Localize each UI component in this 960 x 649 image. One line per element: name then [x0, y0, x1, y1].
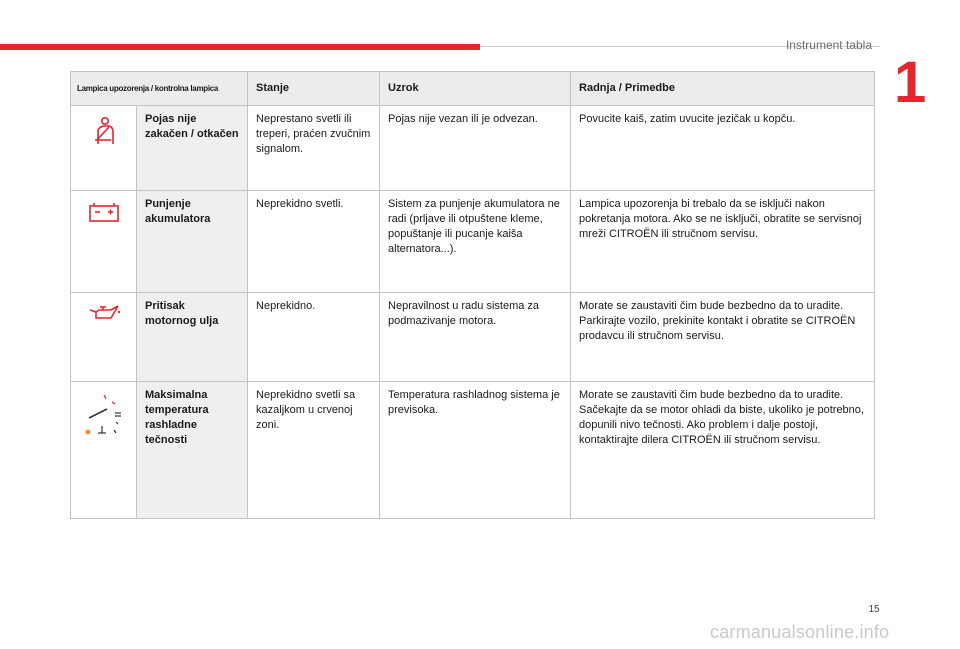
- radnja-cell: Lampica upozorenja bi trebalo da se isključi nakon pokretanja motora. Ako se ne isključi, obratite se servisnoj mreži CITROËN ili stručnom servisu.: [571, 191, 875, 293]
- stanje-cell: Neprestano svetli ili treperi, praćen zvučnim signalom.: [248, 106, 380, 191]
- stanje-cell: Neprekidno.: [248, 293, 380, 382]
- uzrok-cell: Pojas nije vezan ili je odvezan.: [380, 106, 571, 191]
- uzrok-cell: Nepravilnost u radu sistema za podmazivanje motora.: [380, 293, 571, 382]
- col-header-radnja: Radnja / Primedbe: [571, 72, 875, 106]
- battery-icon: [71, 201, 136, 223]
- coolant-temperature-icon: [71, 392, 136, 440]
- col-header-stanje: Stanje: [248, 72, 380, 106]
- uzrok-cell: Sistem za punjenje akumulatora ne radi (prljave ili otpuštene kleme, popuštanje ili pucanje kaiša alternatora...).: [380, 191, 571, 293]
- table-row: [71, 191, 875, 293]
- table-row: [71, 293, 875, 382]
- warning-lights-table: [70, 71, 875, 519]
- col-header-uzrok: Uzrok: [380, 72, 571, 106]
- uzrok-cell: Temperatura rashladnog sistema je previsoka.: [380, 382, 571, 519]
- stanje-cell: Neprekidno svetli sa kazaljkom u crvenoj zoni.: [248, 382, 380, 519]
- col-header-lampica: Lampica upozorenja / kontrolna lampica: [71, 72, 248, 106]
- section-title: Instrument tabla: [785, 38, 872, 52]
- stanje-cell: Neprekidno svetli.: [248, 191, 380, 293]
- table-row: [71, 106, 875, 191]
- page-number: 15: [868, 604, 880, 615]
- warning-name: Pojas nije zakačen / otkačen: [137, 106, 248, 191]
- table-row: [71, 382, 875, 519]
- icon-cell: [71, 191, 137, 293]
- seatbelt-icon: [71, 116, 136, 148]
- radnja-cell: Morate se zaustaviti čim bude bezbedno da to uradite. Parkirajte vozilo, prekinite kontakt i obratite se CITROËN prodavcu ili stručnom servisu.: [571, 293, 875, 382]
- table-header-row: [71, 72, 875, 106]
- radnja-cell: Povucite kaiš, zatim uvucite jezičak u kopču.: [571, 106, 875, 191]
- chapter-number: 1: [894, 50, 927, 115]
- icon-cell: [71, 106, 137, 191]
- oil-can-icon: [71, 303, 136, 323]
- watermark: carmanualsonline.info: [710, 622, 890, 642]
- header-red-bar: [0, 44, 480, 50]
- warning-name: Maksimalna temperatura rashladne tečnosti: [137, 382, 248, 519]
- warning-name: Punjenje akumulatora: [137, 191, 248, 293]
- icon-cell: [71, 293, 137, 382]
- radnja-cell: Morate se zaustaviti čim bude bezbedno da to uradite. Sačekajte da se motor ohladi da biste, ukoliko je potrebno, dopunili nivo tečnosti. Ako problem i dalje postoji, kontaktirajte dilera CITROËN ili stručnom servisu.: [571, 382, 875, 519]
- icon-cell: [71, 382, 137, 519]
- warning-name: Pritisak motornog ulja: [137, 293, 248, 382]
